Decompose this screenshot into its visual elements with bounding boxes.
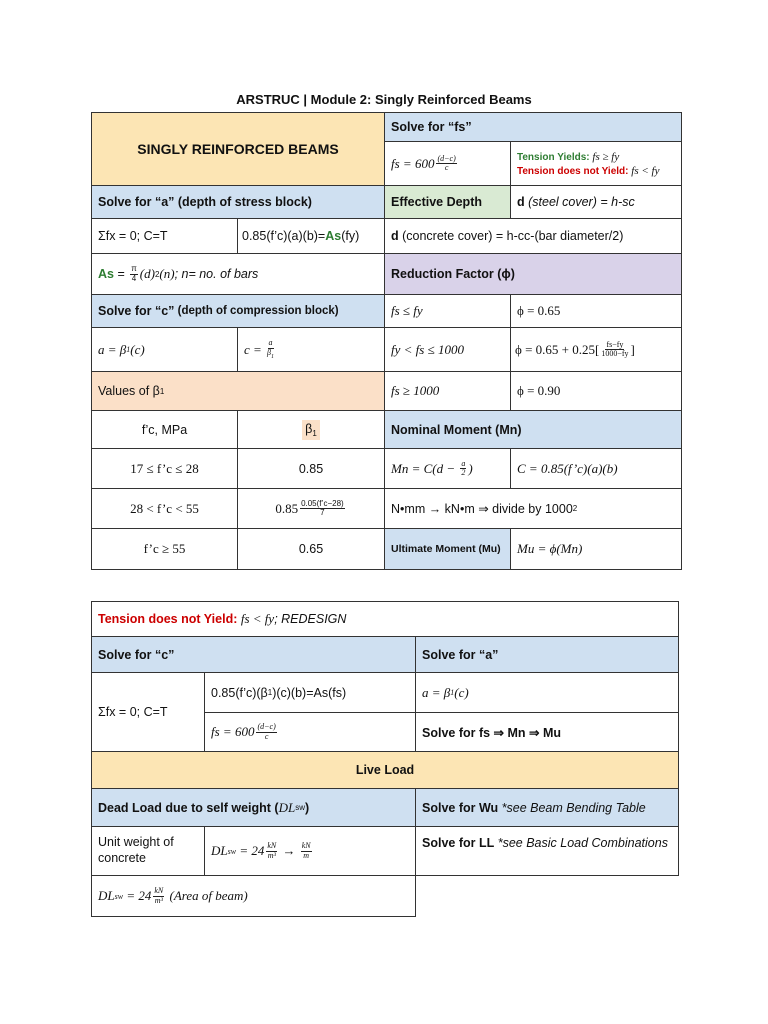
mu-formula: Mu = ϕ(Mn) [510,528,682,570]
table2-solve-a-heading: Solve for “a” [415,636,679,673]
concrete-cover-formula: d (concrete cover) = h-cc-(bar diameter/2) [384,218,682,254]
solve-fs-heading: Solve for “fs” [384,112,682,142]
solve-fs-chain: Solve for fs ⇒ Mn ⇒ Mu [415,712,679,752]
table2-equilibrium-equation: 0.85(f’c)(β 1 )(c)(b)=As(fs) [204,672,416,713]
effective-depth-label: Effective Depth [384,185,511,219]
c-equals-t: 0.85(f’c)(a)(b)= As (fy) [237,218,385,254]
beta-row-1-value: 0.85 [237,448,385,489]
table2-solve-c-heading: Solve for “c” [91,636,416,673]
solve-a-heading: Solve for “a” (depth of stress block) [91,185,385,219]
ultimate-moment-heading: Ultimate Moment (Mu) [384,528,511,570]
dl-area-formula: DL sw = 24 $\frac{kN}{\text{m³}}$ (Area of beam) [91,875,416,917]
table2-sum-fx: Σfx = 0; C=T [91,672,205,752]
live-load-heading: Live Load [91,751,679,789]
solve-ll-cell: Solve for LL *see Basic Load Combinations [415,826,679,876]
dl-unit-weight-formula: DL sw = 24 $\frac{kN}{\text{m³}}$ → $\frac{kN}{m}$ [204,826,416,876]
beta-row-3-range: f’c ≥ 55 [91,528,238,570]
table2-a-equation: a = β 1 (c) [415,672,679,713]
beta-table-col-beta: $\beta_1$ [237,410,385,449]
fs-formula: fs = 600 $\frac{(d-c)}{c}$ [384,141,511,186]
table-header: SINGLY REINFORCED BEAMS [91,112,385,186]
rf-condition-2: fy < fs ≤ 1000 [384,327,511,372]
rf-value-1: ϕ = 0.65 [510,294,682,328]
tension-conditions: Tension Yields: fs ≥ fy Tension does not Yield: fs < fy [510,141,682,186]
beta-table-col-fc: f’c, MPa [91,410,238,449]
nominal-moment-heading: Nominal Moment (Mn) [384,410,682,449]
dead-load-heading: Dead Load due to self weight ( DL sw ) [91,788,416,827]
rf-value-2: ϕ = 0.65 + 0.25[ $\frac{fs-fy}{1000-fy}$ ] [510,327,682,372]
mn-formula: Mn = C(d − $\frac{a}{2}$ ) [384,448,511,489]
c-equation: c = $\frac{a}{\beta_1}$ [237,327,385,372]
reduction-factor-heading: Reduction Factor (ϕ) [384,253,682,295]
sum-fx: Σfx = 0; C=T [91,218,238,254]
unit-conversion: N•mm → kN•m ⇒ divide by 1000 2 [384,488,682,529]
values-of-beta-heading: Values of β 1 [91,371,385,411]
table2-fs-formula: fs = 600 $\frac{(d-c)}{c}$ [204,712,416,752]
beta-row-2-value: 0.85 $\frac{0.05(f’c-28)}{7}$ [237,488,385,529]
as-formula: As = $\frac{\pi}{4}$ (d) 2 (n) ; n= no. of bars [91,253,385,295]
beta-row-1-range: 17 ≤ f’c ≤ 28 [91,448,238,489]
unit-weight-label: Unit weight of concrete [91,826,205,876]
rf-value-3: ϕ = 0.90 [510,371,682,411]
solve-wu-heading: Solve for Wu *see Beam Bending Table [415,788,679,827]
rf-condition-1: fs ≤ fy [384,294,511,328]
beta-row-3-value: 0.65 [237,528,385,570]
solve-c-heading: Solve for “c” (depth of compression block) [91,294,385,328]
page-title: ARSTRUC | Module 2: Singly Reinforced Beams [236,92,532,107]
c-force-formula: C = 0.85(f’c)(a)(b) [510,448,682,489]
redesign-row: Tension does not Yield: fs < fy ; REDESIGN [91,601,679,637]
rf-condition-3: fs ≥ 1000 [384,371,511,411]
beta-row-2-range: 28 < f’c < 55 [91,488,238,529]
a-equation: a = β 1 (c) [91,327,238,372]
steel-cover-formula: d (steel cover) = h-sc [510,185,682,219]
